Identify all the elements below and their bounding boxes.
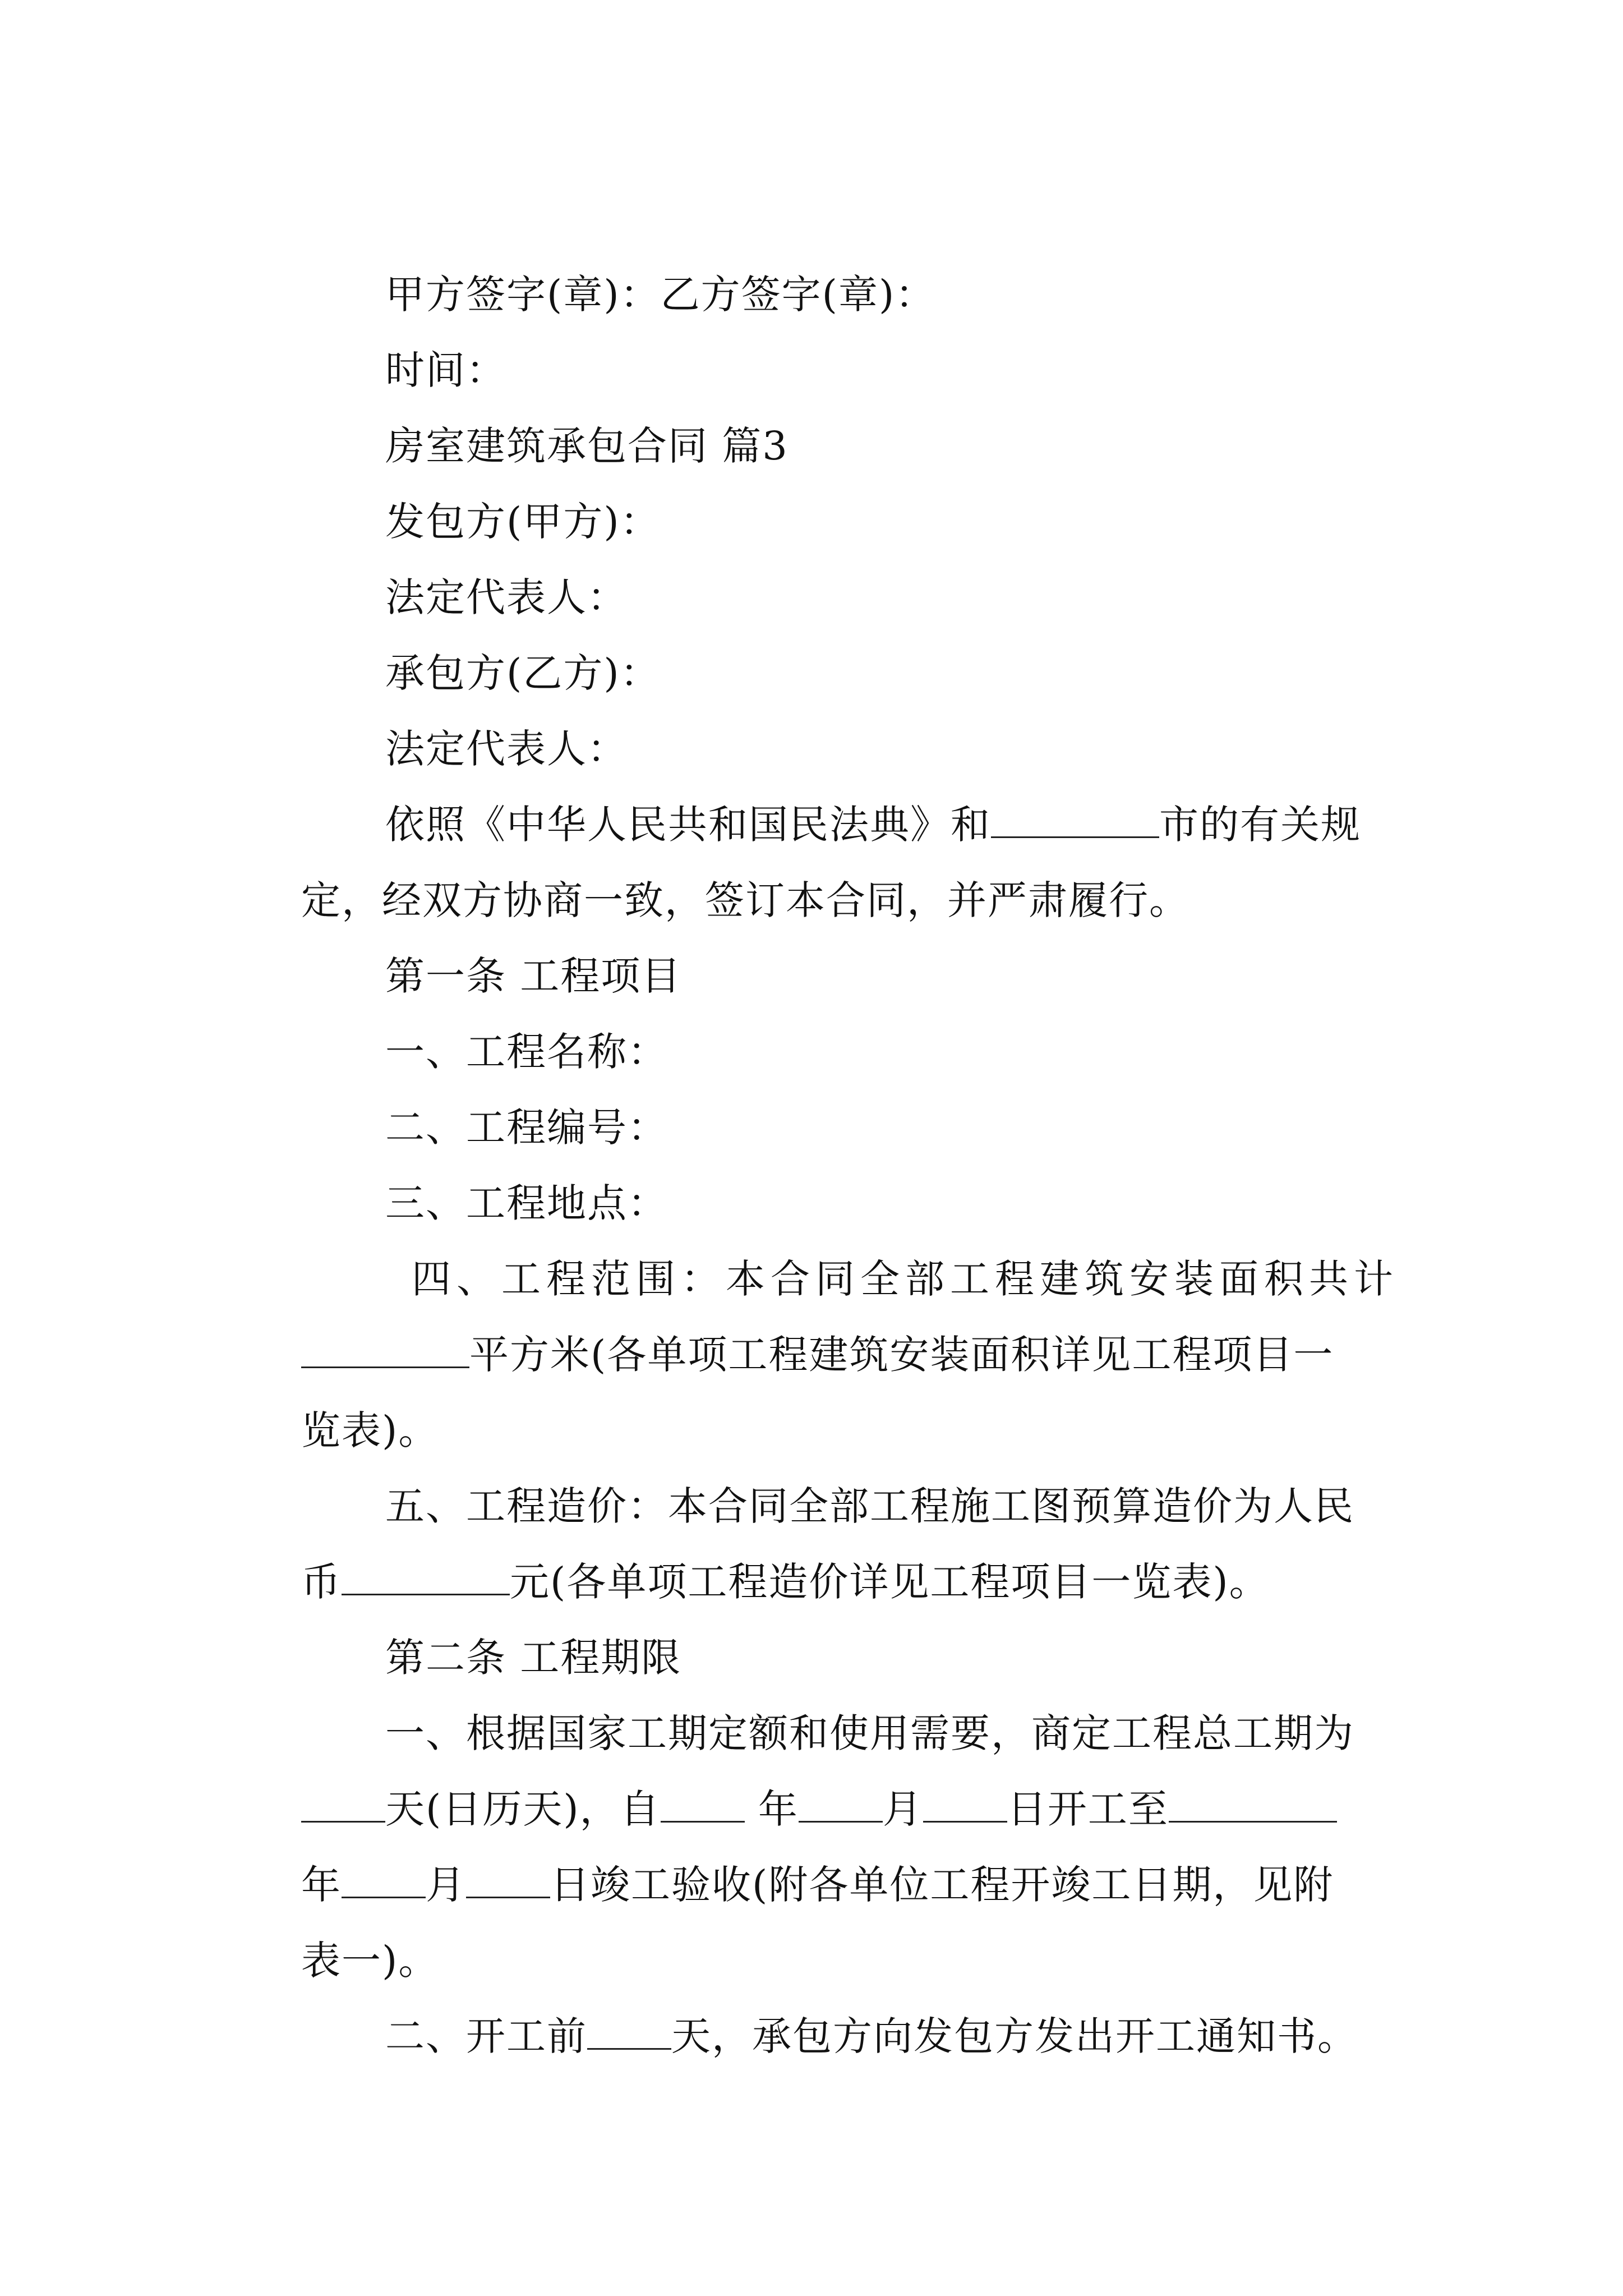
project-number-text: 二、工程编号：	[385, 1105, 668, 1151]
project-cost-text-c: 元(各单项工程造价详见工程项目一览表)。	[510, 1559, 1270, 1605]
project-location-text: 三、工程地点：	[385, 1180, 668, 1226]
term-text-b: 天(日历天)，自	[385, 1786, 661, 1832]
project-cost-text-b: 币	[301, 1559, 342, 1605]
basis-text-a: 依照《中华人民共和国民法典》和	[385, 802, 992, 848]
term-text-d: 月	[882, 1786, 923, 1832]
party-b-rep-text: 法定代表人：	[385, 726, 628, 772]
term-text-h: 日竣工验收(附各单位工程开竣工日期，见附	[550, 1862, 1334, 1908]
notice-line	[331, 1952, 1358, 2120]
project-scope-text-b: 平方米(各单项工程建筑安装面积详见工程项目一	[469, 1332, 1334, 1378]
date-text: 时间：	[385, 347, 507, 393]
notice-days-blank	[587, 2014, 671, 2050]
contract-title-text: 房室建筑承包合同 篇3	[385, 423, 789, 469]
term-text-g: 月	[426, 1862, 467, 1908]
basis-text-b: 市的有关规	[1159, 802, 1362, 848]
end-day-blank	[466, 1863, 550, 1898]
article-1-text: 第一条 工程项目	[385, 953, 682, 999]
project-cost-text-a: 五、工程造价：本合同全部工程施工图预算造价为人民	[385, 1483, 1355, 1529]
article-2-text: 第二条 工程期限	[385, 1635, 682, 1681]
basis-text-c: 定，经双方协商一致，签订本合同，并严肃履行。	[301, 877, 1190, 923]
signature-text: 甲方签字(章)：乙方签字(章)：	[385, 272, 936, 318]
term-text-c: 年	[758, 1786, 799, 1832]
term-text-a: 一、根据国家工期定额和使用需要，商定工程总工期为	[385, 1710, 1355, 1756]
party-a-rep-text: 法定代表人：	[385, 574, 628, 620]
notice-text-b: 天，承包方向发包方发出开工通知书。	[671, 2013, 1358, 2059]
project-scope-text-a: 四、工程范围：本合同全部工程建筑安装面积共计	[412, 1256, 1399, 1302]
term-text-e: 日开工至	[1007, 1786, 1169, 1832]
term-text-f: 年	[301, 1862, 342, 1908]
party-b-text: 承包方(乙方)：	[385, 650, 661, 696]
project-name-text: 一、工程名称：	[385, 1029, 668, 1075]
project-scope-text-c: 览表)。	[301, 1407, 439, 1453]
term-text-i: 表一)。	[301, 1938, 439, 1984]
notice-text-a: 二、开工前	[385, 2013, 588, 2059]
party-a-text: 发包方(甲方)：	[385, 499, 661, 545]
